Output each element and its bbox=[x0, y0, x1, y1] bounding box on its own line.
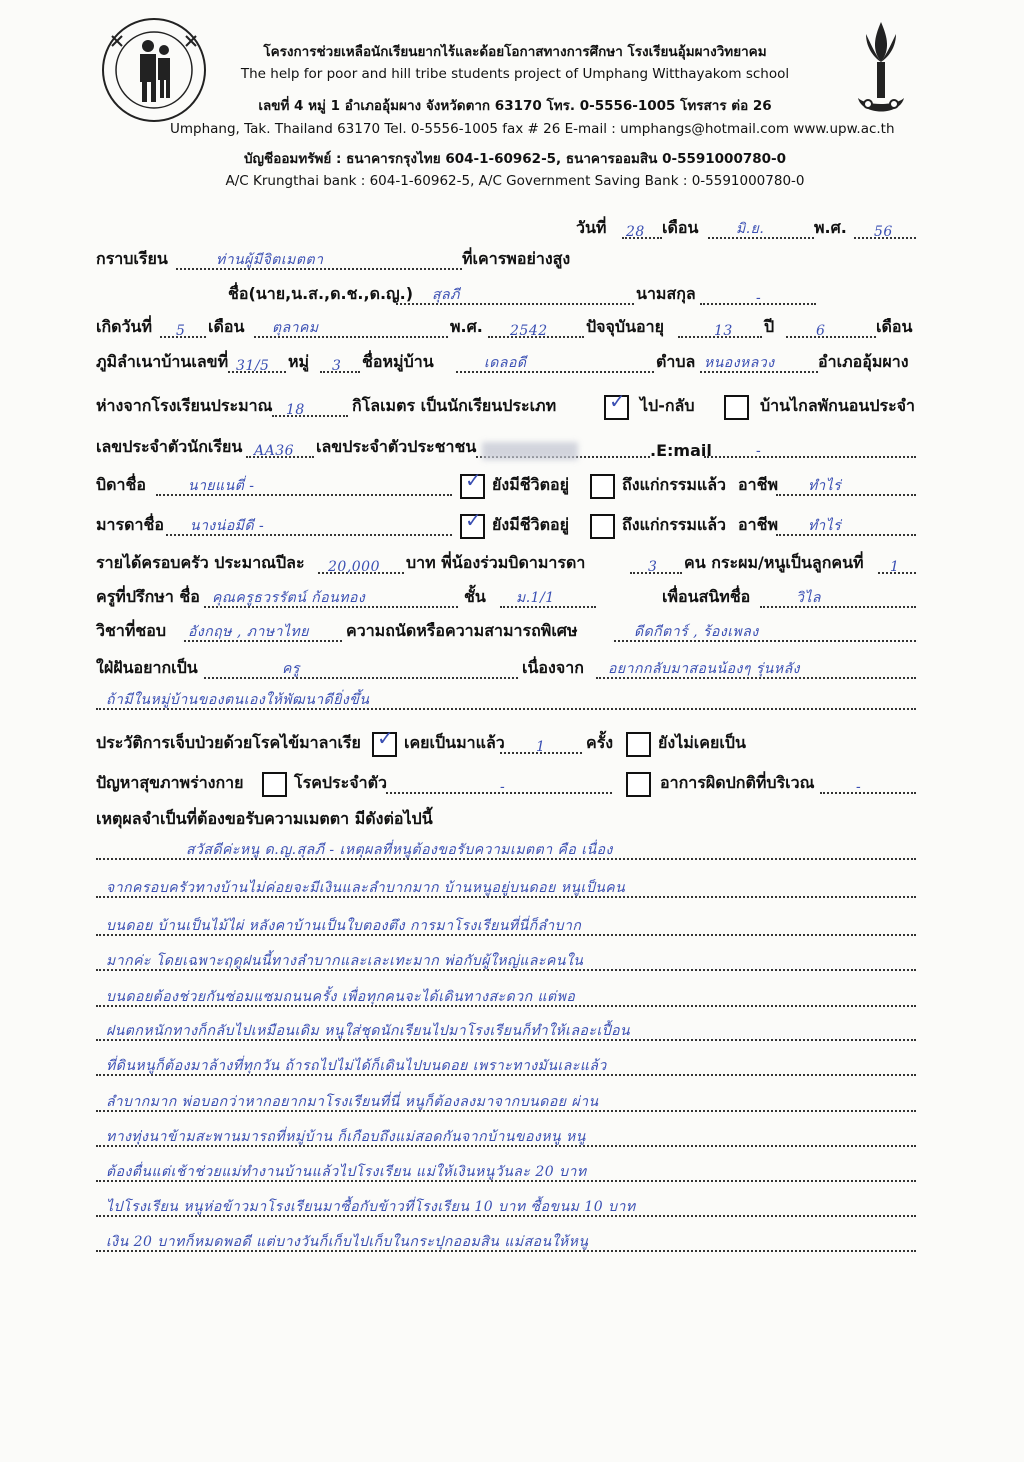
distance-value: 18 bbox=[286, 402, 305, 418]
home-no: 31/5 bbox=[236, 358, 270, 374]
email-value: - bbox=[756, 443, 762, 459]
moo-label: หมู่ bbox=[288, 352, 310, 371]
greeting-row bbox=[96, 248, 916, 276]
home-row bbox=[96, 351, 916, 379]
child-order-value: 1 bbox=[890, 559, 900, 575]
malaria-had-checkbox[interactable]: ✓ bbox=[372, 732, 397, 757]
malaria-times-label: ครั้ง bbox=[586, 733, 614, 752]
age-months: 6 bbox=[816, 323, 826, 339]
mother-row bbox=[96, 508, 916, 542]
reason-label: เหตุผลจำเป็นที่ต้องขอรับความเมตตา มีดังต่อไปนี้ bbox=[96, 809, 433, 828]
class-value: ม.1/1 bbox=[516, 590, 555, 606]
malaria-had-label: เคยเป็นมาแล้ว bbox=[404, 733, 505, 752]
income-value: 20,000 bbox=[328, 559, 380, 575]
malaria-never-checkbox[interactable] bbox=[626, 732, 651, 757]
village-value: เดลอดี bbox=[484, 355, 527, 371]
school-torch-emblem bbox=[852, 20, 910, 120]
malaria-never-label: ยังไม่เคยเป็น bbox=[658, 733, 746, 752]
date-value: 28 bbox=[626, 224, 645, 240]
village-label: ชื่อหมู่บ้าน bbox=[362, 352, 434, 371]
because-label: เนื่องจาก bbox=[522, 658, 584, 677]
father-job-label: อาชีพ bbox=[738, 475, 778, 494]
father-job: ทำไร่ bbox=[808, 478, 842, 494]
km-label: กิโลเมตร เป็นนักเรียนประเภท bbox=[352, 396, 557, 415]
commute-label: ไป-กลับ bbox=[640, 396, 695, 415]
header-line-6: A/C Krungthai bank : 604-1-60962-5, A/C Government Saving Bank : 0-5591000780-0 bbox=[225, 173, 805, 189]
birth-day: 5 bbox=[176, 323, 186, 339]
age-label: ปัจจุบันอายุ bbox=[586, 317, 664, 336]
advisor-row bbox=[96, 586, 916, 614]
birth-year: 2542 bbox=[510, 323, 548, 339]
name-label: ชื่อ(นาย,น.ส.,ด.ช.,ด.ญ.) bbox=[228, 284, 414, 303]
mother-alive-checkbox[interactable]: ✓ bbox=[460, 514, 485, 539]
student-id-value: AA36 bbox=[254, 443, 295, 459]
father-label: บิดาชื่อ bbox=[96, 475, 146, 494]
birth-day-label: เกิดวันที่ bbox=[96, 317, 153, 336]
commute-checkbox[interactable]: ✓ bbox=[604, 395, 629, 420]
birth-row bbox=[96, 316, 916, 344]
father-deceased-label: ถึงแก่กรรมแล้ว bbox=[622, 475, 727, 494]
birth-month-label: เดือน bbox=[208, 317, 245, 336]
header-line-2: The help for poor and hill tribe students project of Umphang Witthayakom school bbox=[240, 66, 790, 82]
advisor-value: คุณครูธวรรัตน์ ก้อนทอง bbox=[212, 590, 366, 606]
name-value: สุลภี bbox=[432, 287, 460, 303]
surname-label: นามสกุล bbox=[636, 284, 696, 303]
essay-line: ที่ดินหนูก็ต้องมาล้างที่ทุกวัน ถ้ารถไปไม่ได้ก็เดินไปบนดอย เพราะทางมันเละแล้ว bbox=[96, 1052, 916, 1082]
chronic-checkbox[interactable] bbox=[262, 772, 287, 797]
subject-value: อังกฤษ , ภาษาไทย bbox=[188, 624, 309, 640]
health-label: ปัญหาสุขภาพร่างกาย bbox=[96, 773, 244, 792]
child-order-label: คน กระผม/หนูเป็นลูกคนที่ bbox=[684, 553, 864, 572]
citizen-id-label: เลขประจำตัวประชาชน bbox=[316, 437, 477, 456]
tambon-label: ตำบล bbox=[656, 352, 696, 371]
siblings-value: 3 bbox=[648, 559, 658, 575]
father-alive-label: ยังมีชีวิตอยู่ bbox=[492, 475, 569, 494]
year-label: พ.ศ. bbox=[814, 218, 847, 237]
date-label: วันที่ bbox=[576, 218, 607, 237]
essay-line: เงิน 20 บาทก็หมดพอดี แต่บางวันก็เก็บไปเก็บในกระปุกออมสิน แม่สอนให้หนู bbox=[96, 1228, 916, 1258]
id-row bbox=[96, 436, 916, 464]
citizen-id-redacted bbox=[482, 442, 578, 460]
siblings-label: บาท พี่น้องร่วมบิดามารดา bbox=[406, 553, 586, 572]
essay-line: ลำบากมาก พ่อบอกว่าหากอยากมาโรงเรียนที่นี่ หนูก็ต้องลงมาจากบนดอย ผ่าน bbox=[96, 1088, 916, 1118]
essay-line: บนดอยต้องช่วยกันซ่อมแซมถนนครั้ง เพื่อทุกคนจะได้เดินทางสะดวก แต่พอ bbox=[96, 983, 916, 1013]
date-row bbox=[96, 217, 916, 245]
surname-value: - bbox=[756, 290, 762, 306]
essay-line: ต้องตื่นแต่เช้าช่วยแม่ทำงานบ้านแล้วไปโรงเรียน แม่ให้เงินหนูวันละ 20 บาท bbox=[96, 1158, 916, 1188]
health-row bbox=[96, 772, 916, 800]
friend-label: เพื่อนสนิทชื่อ bbox=[662, 587, 751, 606]
header-line-5: บัญชีออมทรัพย์ : ธนาคารกรุงไทย 604-1-60962-5, ธนาคารออมสิน 0-5591000780-0 bbox=[243, 151, 787, 167]
mother-name: นางน่อมีดี - bbox=[190, 518, 265, 534]
header-line-3: เลขที่ 4 หมู่ 1 อำเภออุ้มผาง จังหวัดตาก 63170 โทร. 0-5556-1005 โทรสาร ต่อ 26 bbox=[258, 98, 772, 114]
mother-label: มารดาชื่อ bbox=[96, 515, 164, 534]
essay-line: ไปโรงเรียน หนูห่อข้าวมาโรงเรียนมาซื้อกับข้าวที่โรงเรียน 10 บาท ซื้อขนม 10 บาท bbox=[96, 1193, 916, 1223]
header-line-4: Umphang, Tak. Thailand 63170 Tel. 0-5556-1005 fax # 26 E-mail : umphangs@hotmail.com www.upw.ac.th bbox=[170, 121, 895, 137]
dream-row bbox=[96, 657, 916, 685]
boarding-checkbox[interactable] bbox=[724, 395, 749, 420]
mother-deceased-checkbox[interactable] bbox=[590, 514, 615, 539]
birth-month: ตุลาคม bbox=[272, 320, 319, 336]
abnormal-checkbox[interactable] bbox=[626, 772, 651, 797]
essay-line: มากค่ะ โดยเฉพาะฤดูฝนนี้ทางลำบากและเละเทะมาก พ่อกับผู้ใหญ่และคนใน bbox=[96, 947, 916, 977]
email-label: .E:mail bbox=[650, 441, 712, 460]
distance-row bbox=[96, 389, 916, 423]
essay-line: จากครอบครัวทางบ้านไม่ค่อยจะมีเงินและลำบากมาก บ้านหนูอยู่บนดอย หนูเป็นคน bbox=[96, 874, 916, 904]
advisor-label: ครูที่ปรึกษา ชื่อ bbox=[96, 587, 200, 606]
malaria-label: ประวัติการเจ็บป่วยด้วยโรคไข้มาลาเรีย bbox=[96, 733, 361, 752]
boarding-label: บ้านไกลพักนอนประจำ bbox=[760, 396, 916, 415]
mother-job-label: อาชีพ bbox=[738, 515, 778, 534]
tambon-value: หนองหลวง bbox=[704, 355, 775, 371]
age-years: 13 bbox=[714, 323, 733, 339]
month-value: มิ.ย. bbox=[736, 221, 765, 237]
months-label: เดือน bbox=[876, 317, 913, 336]
header-line-1: โครงการช่วยเหลือนักเรียนยากไร้และด้อยโอกาสทางการศึกษา โรงเรียนอุ้มผางวิทยาคม bbox=[263, 44, 767, 60]
essay-line: ทางทุ่งนาข้ามสะพานมารถที่หมู่บ้าน ก็เกือบถึงแม่สอดกันจากบ้านของหนู หนู bbox=[96, 1123, 916, 1153]
abnormal-value: - bbox=[856, 779, 862, 795]
years-label: ปี bbox=[764, 317, 775, 336]
talent-label: ความถนัดหรือความสามารถพิเศษ bbox=[346, 621, 578, 640]
because-value-2: ถ้ามีในหมู่บ้านของตนเองให้พัฒนาดียิ่งขึ้น bbox=[106, 692, 370, 708]
talent-value: ดีดกีตาร์ , ร้องเพลง bbox=[634, 624, 759, 640]
essay-line: บนดอย บ้านเป็นไม้ไผ่ หลังคาบ้านเป็นใบตองตึง การมาโรงเรียนที่นี่ก็ลำบาก bbox=[96, 912, 916, 942]
greet-value: ท่านผู้มีจิตเมตตา bbox=[216, 252, 324, 268]
malaria-times: 1 bbox=[536, 739, 546, 755]
essay-line: ฝนตกหนักทางก็กลับไปเหมือนเดิม หนูใส่ชุดนักเรียนไปมาโรงเรียนก็ทำให้เลอะเปื้อน bbox=[96, 1017, 916, 1047]
income-row bbox=[96, 552, 916, 580]
home-label: ภูมิลำเนาบ้านเลขที่ bbox=[96, 352, 229, 371]
amphoe-label: อำเภออุ้มผาง bbox=[818, 352, 909, 371]
father-alive-checkbox[interactable]: ✓ bbox=[460, 474, 485, 499]
month-label: เดือน bbox=[662, 218, 699, 237]
mother-alive-label: ยังมีชีวิตอยู่ bbox=[492, 515, 569, 534]
chronic-label: โรคประจำตัว bbox=[294, 773, 387, 792]
friend-value: วิไล bbox=[796, 590, 821, 606]
dream-label: ใฝ่ฝันอยากเป็น bbox=[96, 658, 198, 677]
chronic-value: - bbox=[500, 779, 506, 795]
father-row bbox=[96, 468, 916, 502]
dream-value: ครู bbox=[282, 661, 300, 677]
abnormal-label: อาการผิดปกติที่บริเวณ bbox=[660, 773, 815, 792]
year-value: 56 bbox=[874, 224, 893, 240]
distance-label: ห่างจากโรงเรียนประมาณ bbox=[96, 396, 273, 415]
class-label: ชั้น bbox=[464, 587, 486, 606]
malaria-row bbox=[96, 726, 916, 760]
mother-deceased-label: ถึงแก่กรรมแล้ว bbox=[622, 515, 727, 534]
father-name: นายแนตี่ - bbox=[188, 478, 255, 494]
name-row bbox=[96, 283, 916, 311]
greet-label: กราบเรียน bbox=[96, 249, 168, 268]
income-label: รายได้ครอบครัว ประมาณปีละ bbox=[96, 553, 305, 572]
student-id-label: เลขประจำตัวนักเรียน bbox=[96, 437, 243, 456]
mother-job: ทำไร่ bbox=[808, 518, 842, 534]
reason-row bbox=[96, 808, 916, 836]
subject-label: วิชาที่ชอบ bbox=[96, 621, 166, 640]
greet-suffix: ที่เคารพอย่างสูง bbox=[462, 249, 571, 268]
moo-value: 3 bbox=[332, 358, 342, 374]
dream-row-2 bbox=[96, 688, 916, 716]
because-value-1: อยากกลับมาสอนน้องๆ รุ่นหลัง bbox=[608, 661, 801, 677]
birth-year-label: พ.ศ. bbox=[450, 317, 483, 336]
father-deceased-checkbox[interactable] bbox=[590, 474, 615, 499]
subject-row bbox=[96, 620, 916, 648]
essay-line: สวัสดีค่ะหนู ด.ญ.สุลภี - เหตุผลที่หนูต้องขอรับความเมตตา คือ เนื่อง bbox=[96, 836, 916, 866]
